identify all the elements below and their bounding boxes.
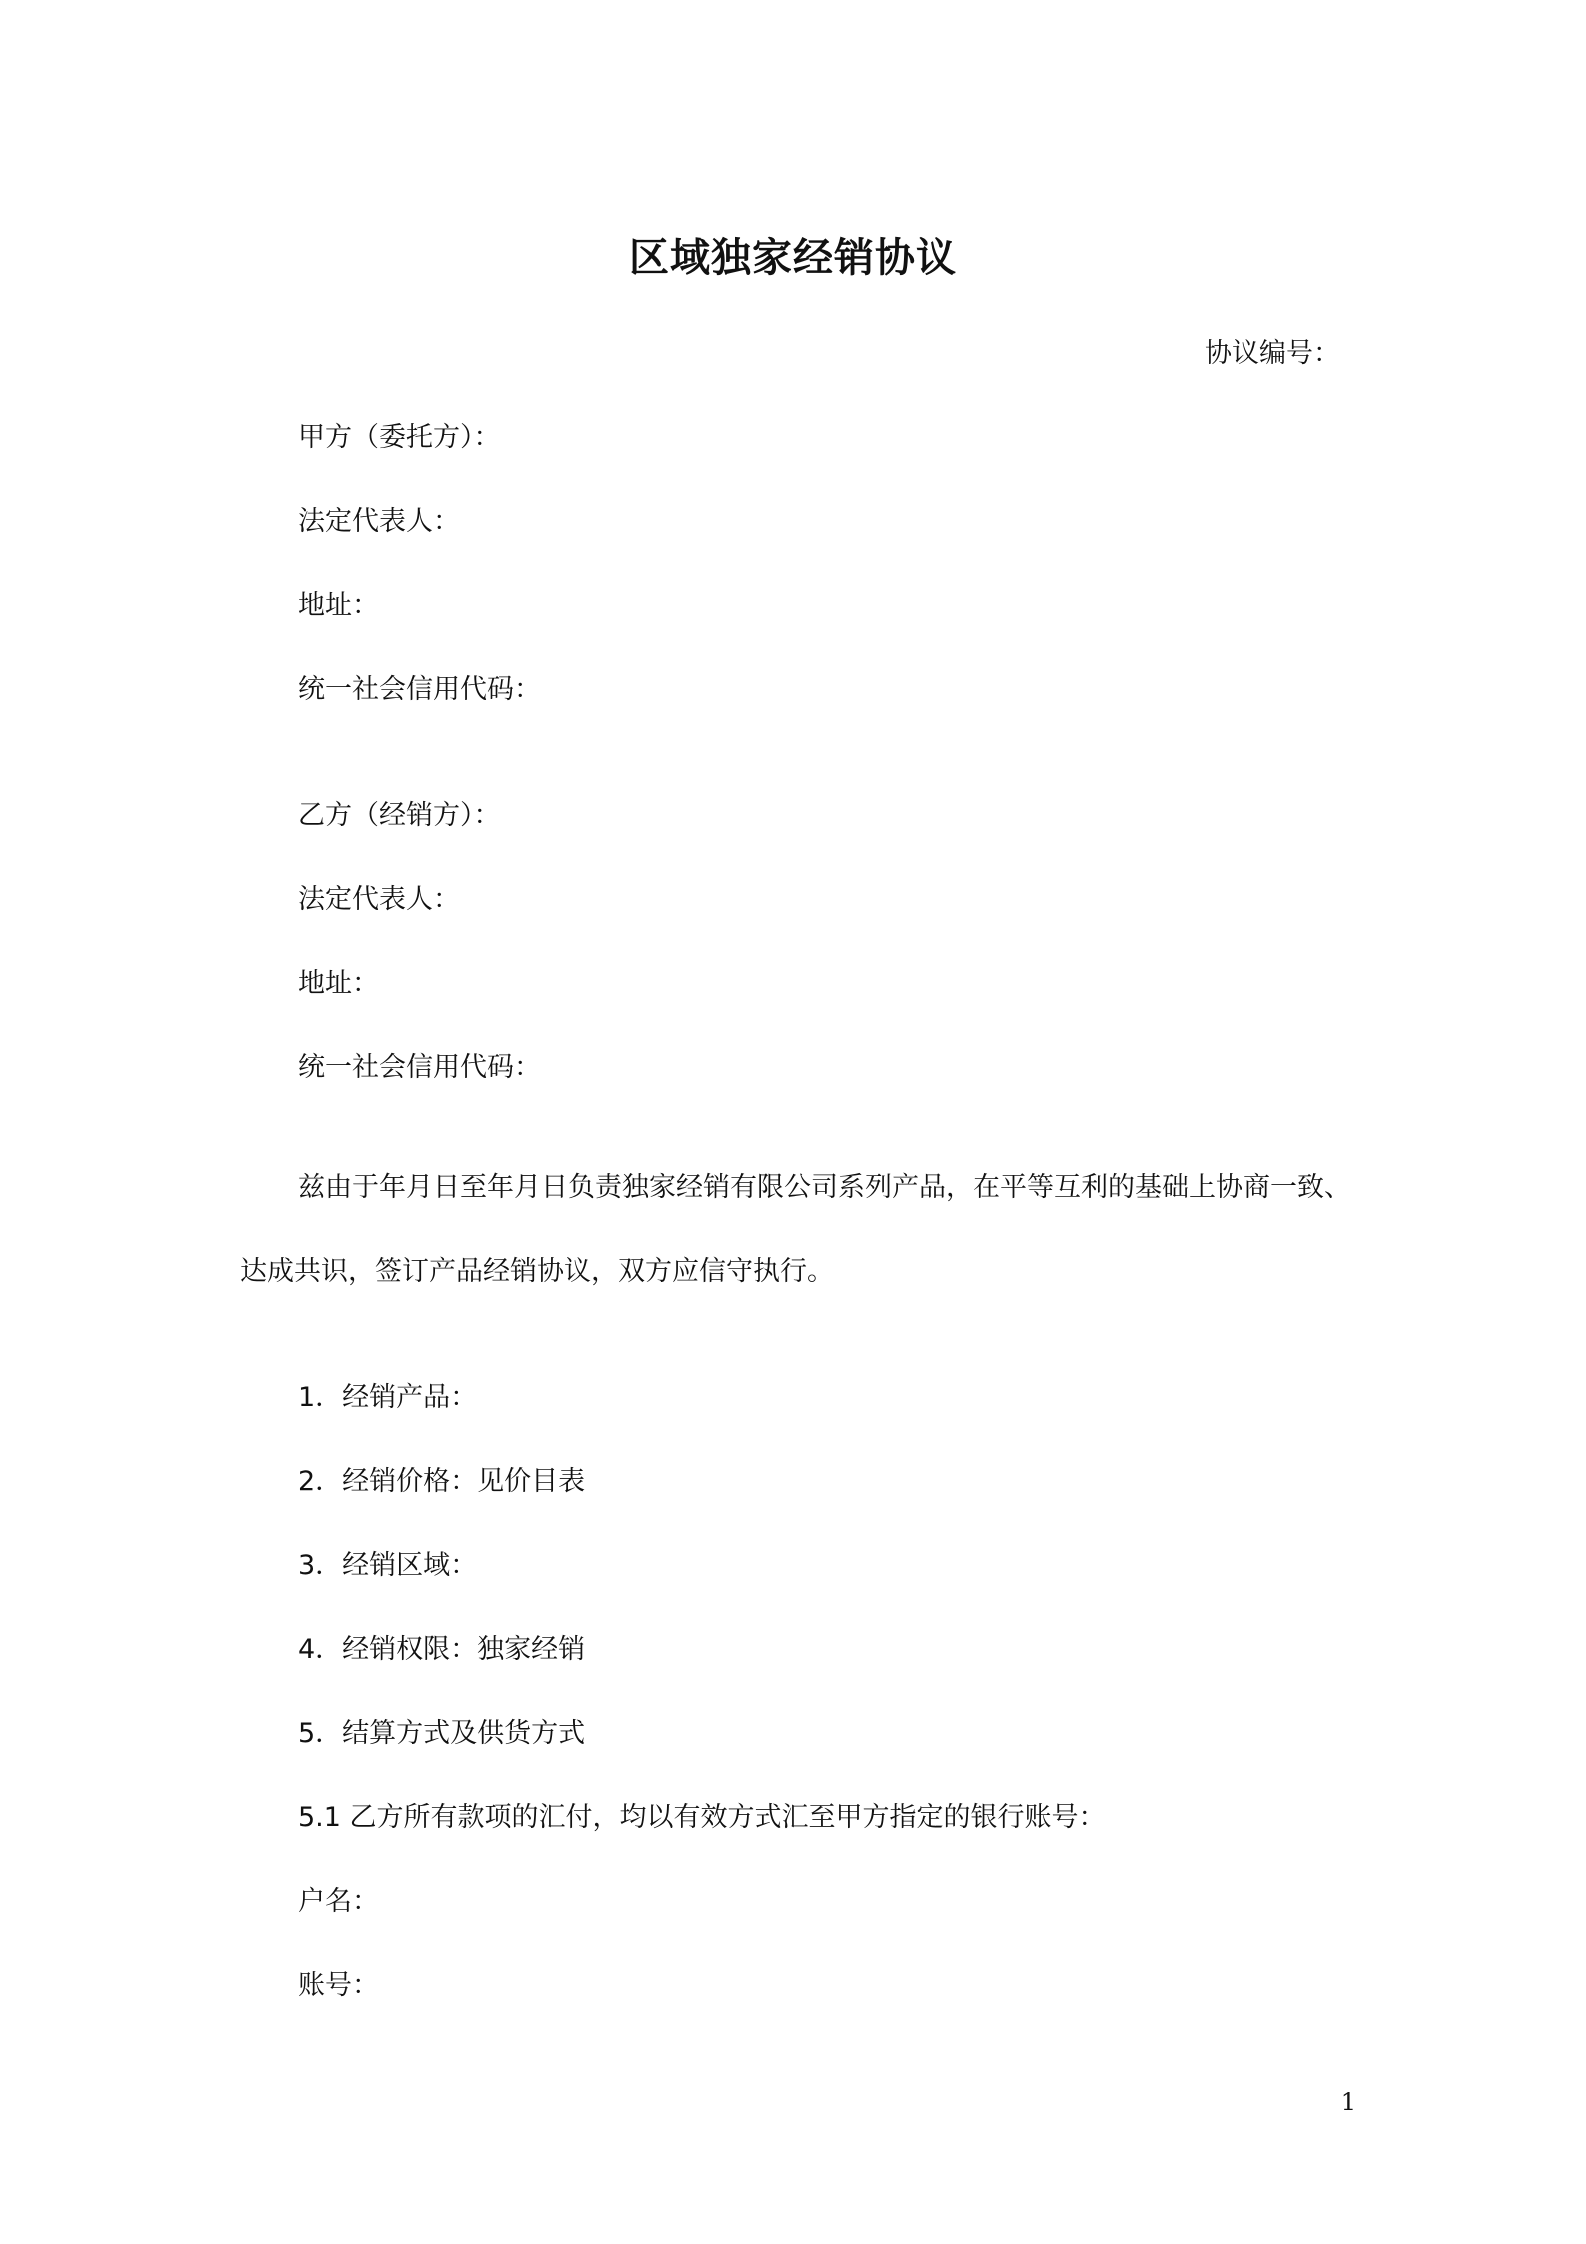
account-name-label: 户名： bbox=[298, 1886, 379, 1917]
document-title: 区域独家经销协议 bbox=[629, 235, 957, 281]
intro-paragraph-line-2: 达成共识，签订产品经销协议，双方应信守执行。 bbox=[240, 1256, 834, 1287]
clause-4: 4．经销权限：独家经销 bbox=[298, 1634, 586, 1665]
party-b-credit-code: 统一社会信用代码： bbox=[298, 1052, 541, 1083]
party-b-heading: 乙方（经销方）： bbox=[298, 800, 501, 831]
party-b-address: 地址： bbox=[298, 968, 379, 999]
party-b-legal-rep: 法定代表人： bbox=[298, 884, 460, 915]
clause-3: 3．经销区域： bbox=[298, 1550, 478, 1581]
party-a-address: 地址： bbox=[298, 590, 379, 621]
page-number: 1 bbox=[1340, 2088, 1356, 2116]
clause-5-1: 5.1 乙方所有款项的汇付，均以有效方式汇至甲方指定的银行账号： bbox=[298, 1802, 1106, 1833]
party-a-legal-rep: 法定代表人： bbox=[298, 506, 460, 537]
party-a-credit-code: 统一社会信用代码： bbox=[298, 674, 541, 705]
party-a-heading: 甲方（委托方）： bbox=[298, 422, 501, 453]
account-number-label: 账号： bbox=[298, 1970, 379, 2001]
clause-1: 1．经销产品： bbox=[298, 1382, 478, 1413]
clause-5: 5．结算方式及供货方式 bbox=[298, 1718, 586, 1749]
agreement-number-label: 协议编号： bbox=[1205, 338, 1340, 369]
clause-2: 2．经销价格：见价目表 bbox=[298, 1466, 586, 1497]
intro-paragraph-line-1: 兹由于年月日至年月日负责独家经销有限公司系列产品，在平等互利的基础上协商一致、 bbox=[298, 1172, 1351, 1203]
